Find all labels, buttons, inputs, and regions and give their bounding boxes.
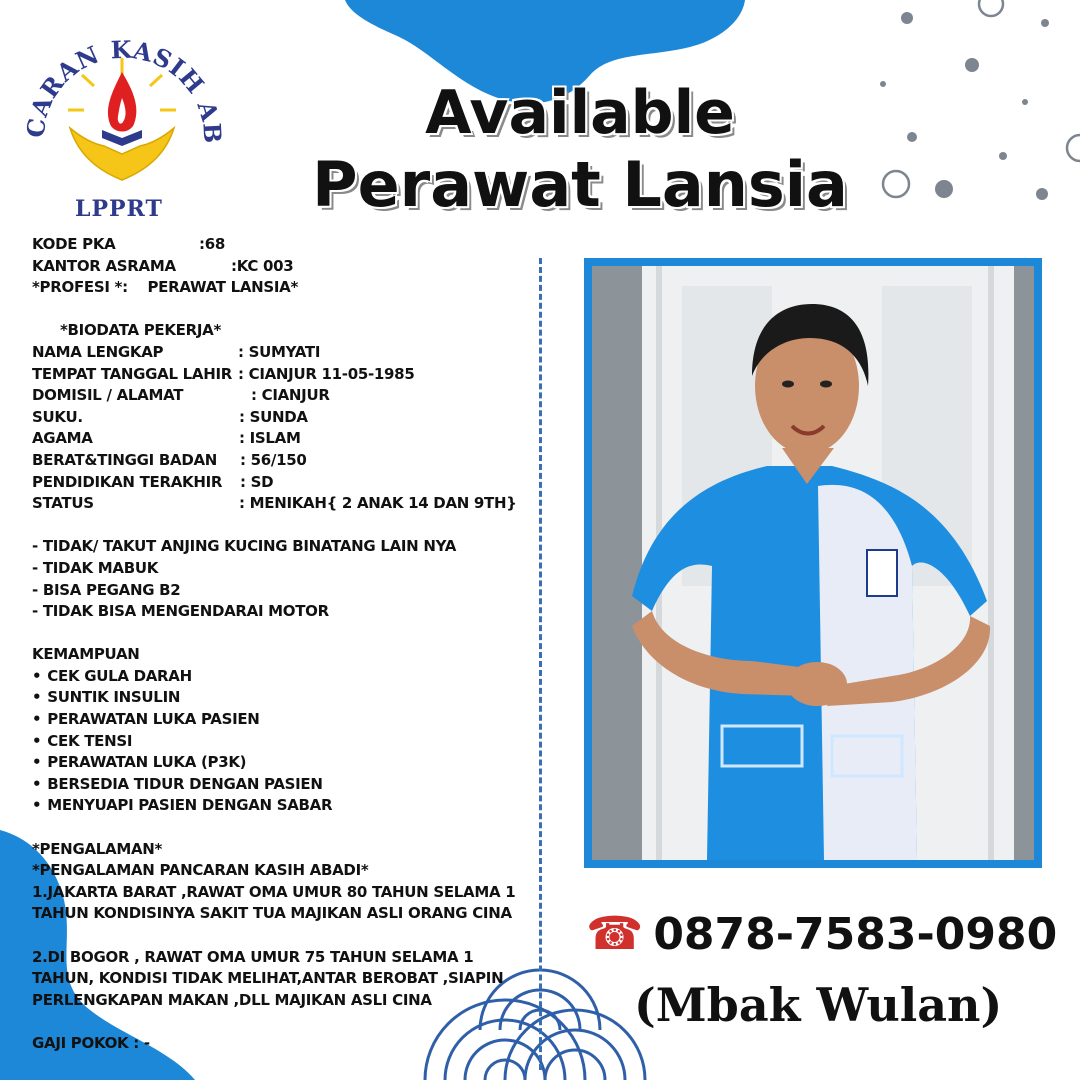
experience-item: 2.DI BOGOR , RAWAT OMA UMUR 75 TAHUN SELAMA 1 TAHUN, KONDISI TIDAK MELIHAT,ANTAR BEROBAT ,SIAPIN PERLENGKAPAN MAKAN ,DLL MAJIKAN ASLI CINA [32,947,504,1009]
profesi-line: *PROFESI *: PERAWAT LANSIA* [32,278,299,297]
note-item: - TIDAK MABUK [32,558,159,577]
column-divider [539,258,542,1070]
pengalaman-title: *PENGALAMAN* [32,839,163,858]
pengalaman-subtitle: *PENGALAMAN PANCARAN KASIH ABADI* [32,861,369,880]
biodata-title: *BIODATA PEKERJA* [60,321,221,340]
skill-item: • PERAWATAN LUKA (P3K) [32,752,532,774]
decor-rings [883,0,1080,197]
experience-item: 1.JAKARTA BARAT ,RAWAT OMA UMUR 80 TAHUN SELAMA 1 TAHUN KONDISINYA SAKIT TUA MAJIKAN ASLI ORANG CINA [32,882,516,923]
headline-line-2: Perawat Lansia [312,148,848,221]
biodata-row: TEMPAT TANGGAL LAHIR : CIANJUR 11-05-1985 [32,364,415,383]
contact-name: (Mbak Wulan) [634,978,1003,1032]
book-icon [102,130,142,146]
logo-sub-text: LPPRT [75,196,163,222]
worker-info-column [32,234,532,1055]
kemampuan-title: KEMAMPUAN [32,645,140,664]
skill-item: • CEK GULA DARAH [32,666,532,688]
skill-item: • BERSEDIA TIDUR DENGAN PASIEN [32,774,532,796]
info-row-kode-pka: KODE PKA :68 [32,235,225,253]
skill-item: • CEK TENSI [32,731,532,753]
biodata-row: STATUS : MENIKAH{ 2 ANAK 14 DAN 9TH} [32,494,517,513]
decor-dots [880,12,1049,200]
biodata-row: NAMA LENGKAP : SUMYATI [32,342,321,361]
organization-logo [22,20,222,220]
info-row-kantor-asrama: KANTOR ASRAMA :KC 003 [32,256,294,275]
biodata-row: AGAMA : ISLAM [32,429,301,448]
note-item: - TIDAK/ TAKUT ANJING KUCING BINATANG LAIN NYA [32,537,457,556]
skill-item: • PERAWATAN LUKA PASIEN [32,709,532,731]
logo-arc-text: CARAN KASIH A [22,34,222,140]
biodata-row: PENDIDIKAN TERAKHIR : SD [32,472,274,491]
telephone-icon: ☎ [586,906,644,960]
note-item: - BISA PEGANG B2 [32,580,181,599]
note-item: - TIDAK BISA MENGENDARAI MOTOR [32,602,329,621]
biodata-row: BERAT&TINGGI BADAN : 56/150 [32,450,307,469]
hands-icon [70,128,174,180]
worker-photo [584,258,1042,868]
phone-number[interactable]: ☎ 0878-7583-0980 [586,906,1058,960]
headline-line-1: Available [425,78,735,148]
biodata-row: DOMISIL / ALAMAT : CIANJUR [32,386,330,405]
biodata-row: SUKU. : SUNDA [32,407,308,426]
skill-item: • SUNTIK INSULIN [32,687,532,709]
gaji-pokok: GAJI POKOK : - [32,1033,150,1052]
skill-item: • MENYUAPI PASIEN DENGAN SABAR [32,795,532,817]
